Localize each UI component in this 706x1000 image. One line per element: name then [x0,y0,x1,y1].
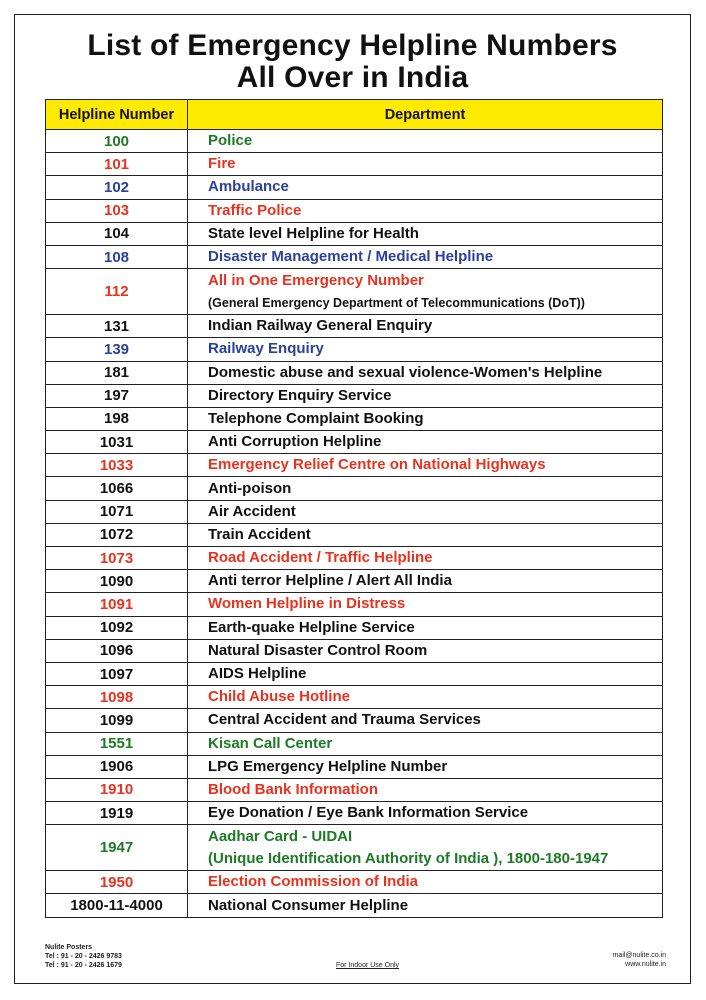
department-cell [188,153,663,176]
table-row [46,153,663,176]
table-row [46,269,663,315]
helpline-number-cell: 1096 [46,639,188,662]
helpline-number-cell: 1066 [46,477,188,500]
department-name: Child Abuse Hotline [208,688,350,706]
helpline-number-cell: 131 [46,315,188,338]
helpline-number-cell: 1072 [46,523,188,546]
department-cell [188,245,663,268]
table-row [46,130,663,153]
department-cell [188,130,663,153]
department-name: Kisan Call Center [208,734,333,752]
helpline-number-cell: 1071 [46,500,188,523]
helpline-number-cell: 1033 [46,454,188,477]
department-cell [188,523,663,546]
table-row [46,454,663,477]
table-row [46,477,663,500]
helpline-number-cell: 181 [46,361,188,384]
helpline-number-cell: 1947 [46,825,188,871]
helpline-number-cell: 197 [46,384,188,407]
department-cell [188,338,663,361]
department-detail: (Unique Identification Authority of India ), 1800-180-1947 [208,849,609,867]
department-cell [188,500,663,523]
table-row [46,222,663,245]
department-name: Road Accident / Traffic Helpline [208,549,433,567]
table-header-row [46,100,663,130]
department-cell [188,199,663,222]
department-name: Emergency Relief Centre on National Highways [208,456,546,474]
department-cell [188,732,663,755]
department-cell [188,662,663,685]
helpline-number-cell: 1073 [46,547,188,570]
footer-email: mail@nulite.co.in [612,952,666,959]
department-cell [188,755,663,778]
department-cell [188,778,663,801]
department-cell [188,686,663,709]
department-name: Disaster Management / Medical Helpline [208,248,494,266]
table-row [46,338,663,361]
helpline-number-cell: 100 [46,130,188,153]
table-row [46,778,663,801]
table-row [46,802,663,825]
department-cell [188,407,663,430]
department-name: Directory Enquiry Service [208,386,392,404]
department-name: LPG Emergency Helpline Number [208,757,448,775]
helpline-table [45,99,663,918]
table-row [46,732,663,755]
table-row [46,871,663,894]
department-name: Police [208,132,253,150]
table-row [46,361,663,384]
helpline-number-cell: 1910 [46,778,188,801]
footer-publisher-block [45,943,122,970]
department-cell [188,361,663,384]
department-name: Air Accident [208,502,296,520]
department-name: Aadhar Card - UIDAI [208,827,353,845]
title-line-1: List of Emergency Helpline Numbers [87,29,618,62]
department-name: All in One Emergency Number [208,271,424,289]
table-row [46,523,663,546]
department-name: State level Helpline for Health [208,224,419,242]
footer-note: For Indoor Use Only [336,962,400,969]
department-name: Train Accident [208,525,311,543]
department-name: Ambulance [208,178,289,196]
department-name: Anti-poison [208,479,292,497]
department-cell [188,802,663,825]
helpline-number-cell: 1091 [46,593,188,616]
title-line-2: All Over in India [236,61,469,94]
footer-publisher: Nulite Posters [45,944,93,951]
department-cell [188,709,663,732]
table-row [46,686,663,709]
table-row [46,755,663,778]
footer-contact-block [613,951,666,969]
helpline-number-cell: 1097 [46,662,188,685]
department-name: Domestic abuse and sexual violence-Women's Helpline [208,363,603,381]
department-name: Central Accident and Trauma Services [208,711,481,729]
table-row [46,639,663,662]
department-name: Blood Bank Information [208,780,378,798]
header-helpline-number: Helpline Number [46,100,188,130]
department-cell [188,431,663,454]
helpline-number-cell: 1092 [46,616,188,639]
helpline-number-cell: 1551 [46,732,188,755]
helpline-number-cell: 1031 [46,431,188,454]
department-cell [188,547,663,570]
department-name: Natural Disaster Control Room [208,641,428,659]
department-cell [188,593,663,616]
table-row [46,176,663,199]
department-name: Railway Enquiry [208,340,324,358]
department-name: Anti terror Helpline / Alert All India [208,572,452,590]
department-name: Traffic Police [208,201,302,219]
department-cell [188,176,663,199]
department-name: Earth-quake Helpline Service [208,618,415,636]
table-row [46,662,663,685]
footer-tel-1: Tel : 91 - 20 - 2426 9783 [45,953,122,960]
department-name: Women Helpline in Distress [208,595,406,613]
department-name: National Consumer Helpline [208,896,409,914]
table-row [46,894,663,917]
table-row [46,547,663,570]
department-name: Anti Corruption Helpline [208,433,382,451]
helpline-number-cell: 1919 [46,802,188,825]
department-cell [188,616,663,639]
department-cell [188,454,663,477]
helpline-number-cell: 1090 [46,570,188,593]
table-row [46,570,663,593]
department-cell [188,825,663,871]
header-department: Department [188,100,663,130]
helpline-number-cell: 103 [46,199,188,222]
department-name: Eye Donation / Eye Bank Information Service [208,804,529,822]
helpline-number-cell: 1800-11-4000 [46,894,188,917]
helpline-number-cell: 108 [46,245,188,268]
poster-title [14,30,691,94]
table-row [46,825,663,871]
table-row [46,384,663,407]
helpline-number-cell: 1906 [46,755,188,778]
department-cell [188,894,663,917]
department-cell [188,477,663,500]
helpline-number-cell: 102 [46,176,188,199]
helpline-number-cell: 101 [46,153,188,176]
helpline-number-cell: 112 [46,269,188,315]
table-row [46,709,663,732]
table-body [46,130,663,918]
helpline-number-cell: 198 [46,407,188,430]
department-name: Indian Railway General Enquiry [208,317,433,335]
table-row [46,500,663,523]
department-cell [188,570,663,593]
department-name: AIDS Helpline [208,665,307,683]
table-row [46,616,663,639]
footer-website: www.nulite.in [625,961,666,968]
department-cell [188,871,663,894]
table-row [46,431,663,454]
table-row [46,315,663,338]
helpline-number-cell: 1950 [46,871,188,894]
department-cell [188,269,663,315]
department-name: Fire [208,155,236,173]
helpline-number-cell: 104 [46,222,188,245]
table-row [46,199,663,222]
helpline-number-cell: 1099 [46,709,188,732]
department-cell [188,315,663,338]
department-name: Telephone Complaint Booking [208,409,424,427]
table-row [46,593,663,616]
table-row [46,245,663,268]
department-cell [188,384,663,407]
footer-tel-2: Tel : 91 - 20 - 2426 1679 [45,962,122,969]
department-cell [188,222,663,245]
helpline-number-cell: 1098 [46,686,188,709]
department-detail: (General Emergency Department of Telecommunications (DoT)) [208,295,585,310]
table-row [46,407,663,430]
helpline-number-cell: 139 [46,338,188,361]
department-name: Election Commission of India [208,873,419,891]
department-cell [188,639,663,662]
